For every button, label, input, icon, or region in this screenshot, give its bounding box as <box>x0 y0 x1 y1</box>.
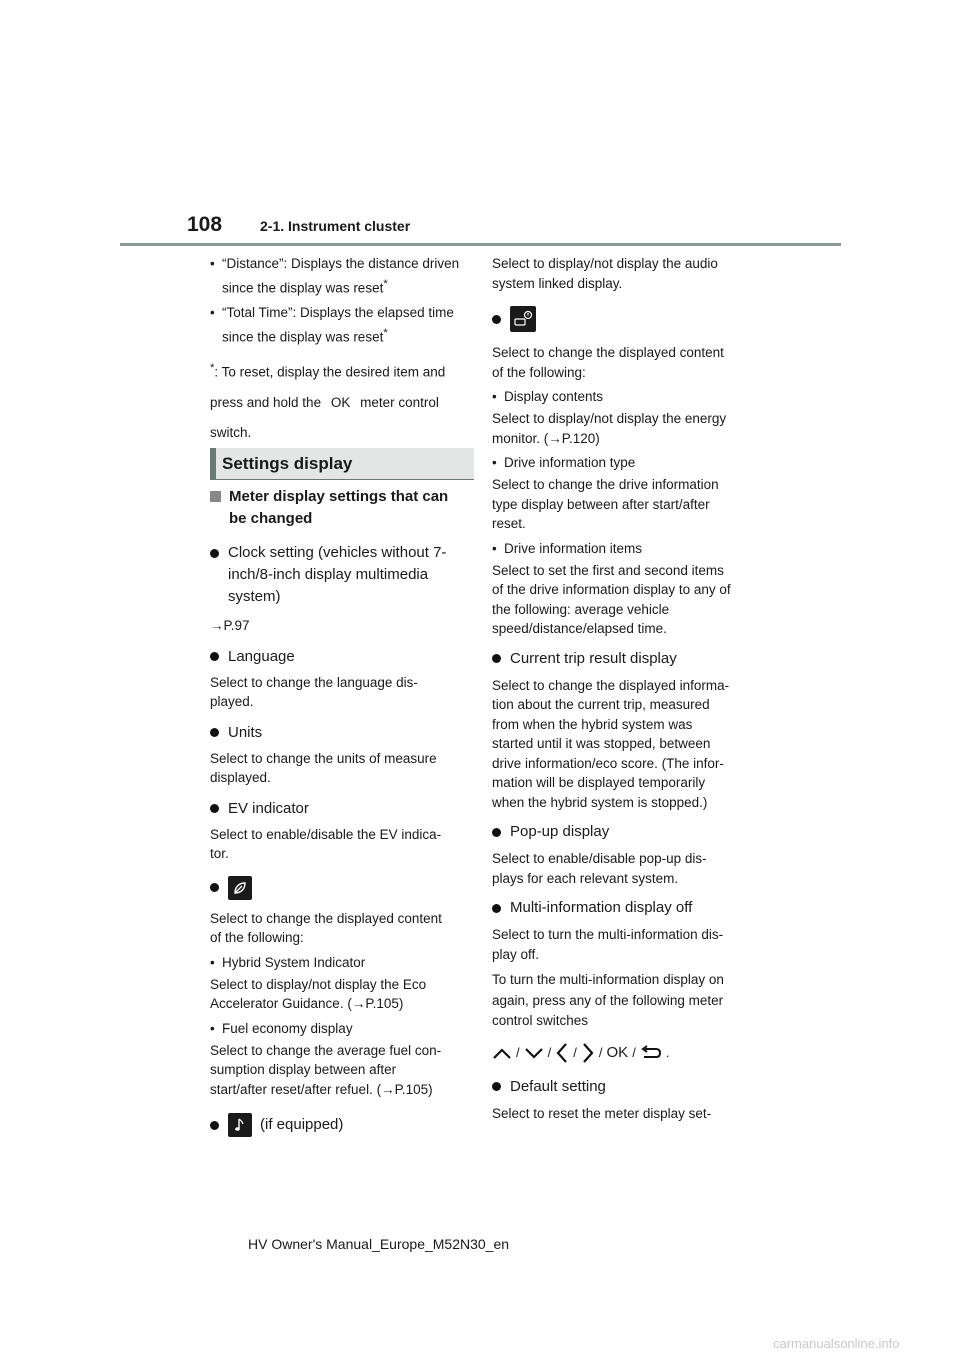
item-heading-clock: Clock setting (vehicles without 7- inch/8-inch display multimedia system) <box>210 542 470 608</box>
watermark: carmanualsonline.info <box>773 1336 900 1351</box>
subheading: Meter display settings that can be changed <box>210 486 470 530</box>
left-column <box>210 250 470 448</box>
item-heading-default: Default setting <box>492 1076 748 1098</box>
ok-switch-label: OK <box>330 394 351 410</box>
page-number: 108 <box>187 213 223 236</box>
audio-note-icon <box>228 1113 252 1137</box>
header-divider <box>120 243 841 246</box>
arrow-left-icon <box>555 1042 569 1064</box>
list-item: • Display contents <box>492 389 604 404</box>
item-heading-units: Units <box>210 722 470 744</box>
item-heading-eco <box>210 876 470 900</box>
arrow-down-icon <box>524 1046 544 1060</box>
arrow-right-icon <box>581 1042 595 1064</box>
item-heading-audio: (if equipped) <box>210 1113 470 1137</box>
drive-info-icon <box>510 306 536 332</box>
list-item: • “Distance”: Displays the distance driven since the display was reset* <box>210 256 460 296</box>
back-icon <box>640 1045 662 1061</box>
item-heading-popup: Pop-up display <box>492 821 748 843</box>
meter-switch-icons: / / / / OK / . <box>492 1042 748 1064</box>
item-heading-drive <box>492 306 748 332</box>
page-reference: →P.97 <box>210 618 250 633</box>
ok-switch-label: OK <box>606 1044 629 1061</box>
footer-text: HV Owner's Manual_Europe_M52N30_en <box>248 1236 510 1252</box>
eco-leaf-icon <box>228 876 252 900</box>
item-heading-mid-off: Multi-information display off <box>492 897 748 919</box>
list-item: • Drive information type <box>492 455 636 470</box>
right-column: Select to display/not display the audio system linked display. Select to change the displayed content of the following: • Display contents Select to display/not display the energy monitor. (→P.120) • Drive information type Select to change the drive information type display between after start/after reset. • Drive information items Select to set the first and second items of the drive information display to any of the following: average vehicle speed/distance/elapsed time. Current trip result display Select to change the displayed informa- tion about the current trip, measured from when the hybrid system was started until it was stopped, between drive information/eco score. (The infor- mation will be displayed temporarily when the hybrid system is stopped.) Pop-up display Select to enable/disable pop-up dis- plays for each relevant system. Multi-information display off Select to turn the multi-information dis- play off. To turn the multi-information display on again, press any of the following meter control switches / / / / OK / . Default setting Select to reset the meter display set- <box>492 254 748 1123</box>
arrow-up-icon <box>492 1046 512 1060</box>
chapter-title: 2-1. Instrument cluster <box>260 218 411 234</box>
item-heading-trip-result: Current trip result display <box>492 648 748 670</box>
intro-item-distance: “Distance”: Displays the distance driven since the display was reset <box>222 256 460 296</box>
list-item: • Drive information items <box>492 540 643 556</box>
square-bullet-icon <box>210 491 221 502</box>
asterisk-mark: * <box>383 278 388 290</box>
list-item: • “Total Time”: Displays the elapsed time since the display was reset* <box>210 304 454 344</box>
intro-item-total-time: “Total Time”: Displays the elapsed time since the display was reset <box>222 304 454 344</box>
item-heading-ev-indicator: EV indicator <box>210 798 470 820</box>
list-item: • Hybrid System Indicator <box>210 954 366 970</box>
section-header-settings-display: Settings display <box>210 448 474 480</box>
item-heading-language: Language <box>210 646 470 668</box>
list-item: • Fuel economy display <box>210 1020 353 1036</box>
footnote: *: To reset, display the desired item and press and hold the OK meter control switch. <box>210 362 446 440</box>
asterisk-mark: * <box>383 326 388 339</box>
